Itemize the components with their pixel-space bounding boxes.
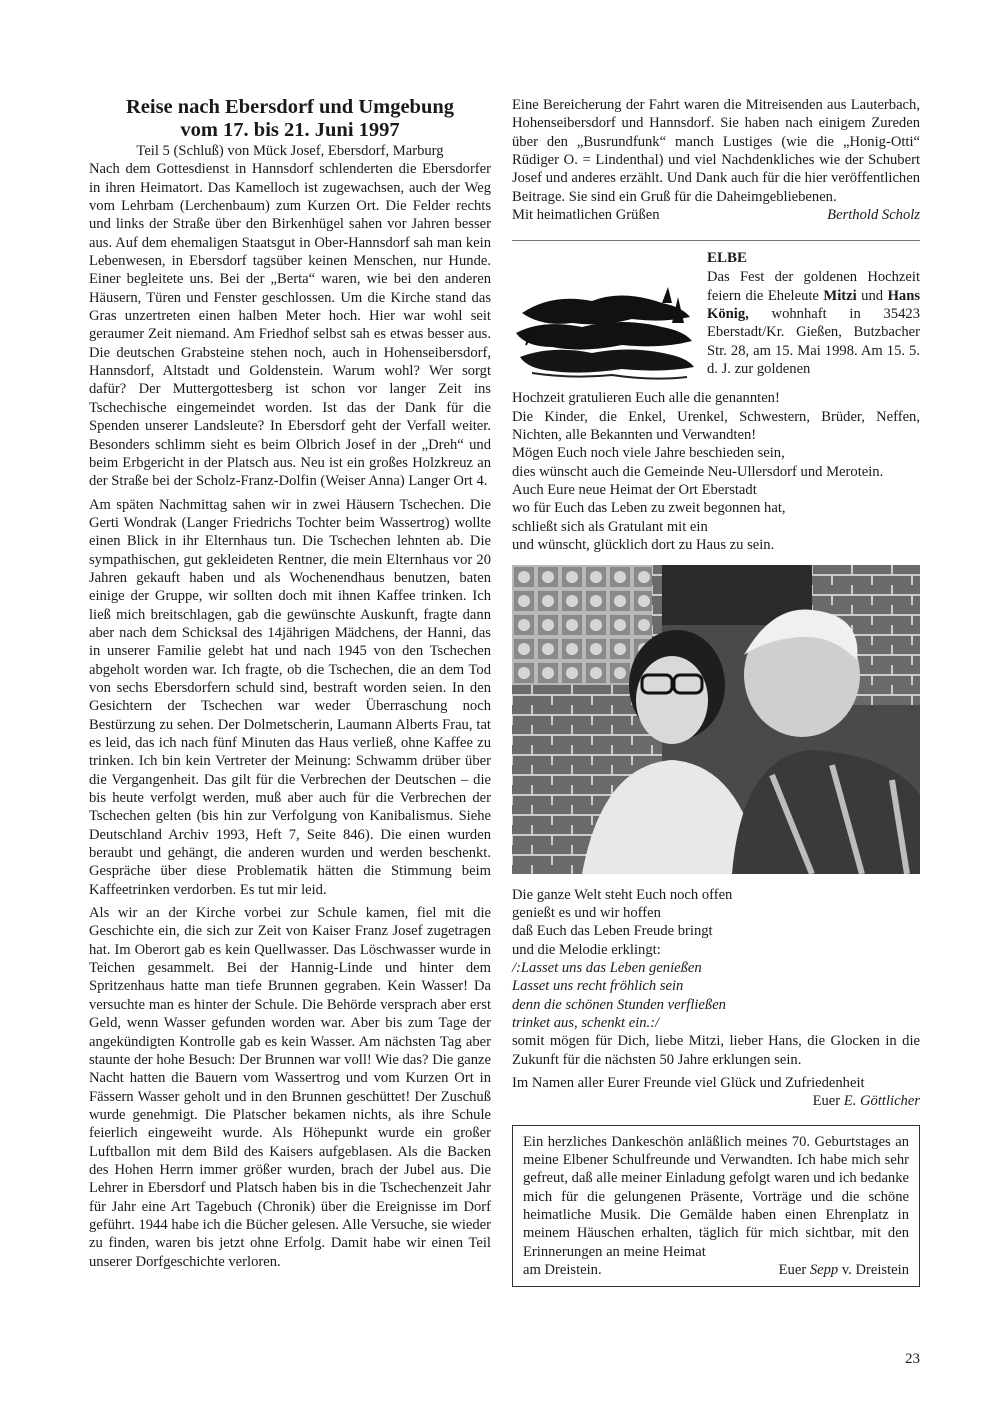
elbe-line: Auch Eure neue Heimat der Ort Eberstadt xyxy=(512,482,757,499)
elbe-line: Die Kinder, die Enkel, Urenkel, Schwestern, Brüder, Neffen, Nichten, alle Bekannten und Verwandten! xyxy=(512,408,920,444)
poem-line: und die Melodie erklingt: xyxy=(512,941,661,958)
thank-you-signature-line xyxy=(523,1261,909,1279)
elbe-signature xyxy=(512,1092,920,1110)
article-subtitle: Teil 5 (Schluß) von Mück Josef, Ebersdorf, Marburg xyxy=(136,143,444,159)
thank-you-box xyxy=(512,1125,920,1288)
couple-photo-illustration xyxy=(512,565,920,874)
poem-italic-line: /:Lasset uns das Leben genießen xyxy=(512,959,702,976)
landscape-drawing xyxy=(512,283,697,383)
bereicherung-closing: Mit heimatlichen Grüßen xyxy=(512,207,660,224)
elbe-name-hans: Hans König, xyxy=(707,287,921,323)
article-paragraph: Am späten Nachmittag sahen wir in zwei Häusern Tschechen. Die Gerti Wondrak (Langer Friedrichs Tochter beim Wassertrog) wollte einen Blick in ihr Elternhaus tun. Die Tschechen lehnten ab. Die sympathischen, gut gekleideten Rentner, die mein Elternhaus vor 20 Jahren gekauft haben und als Wochenendhaus benutzen, baten einige der Gruppe, wir sollten doch mit ihnen Kaffee trinken. Ich ließ mich breitschlagen, gab die gewünschte Auskunft, fragte dann aber nach dem Schicksal des 14jährigen Mädchens, der Hanni, das in unserer Familie gelebt hat und nach 1945 von den Tschechen abgeholt worden war. Ich fragte, ob die Tschechen, die an dem Tod von sechs Ebersdorfern schuld sind, bestraft worden seien. In den Gesichtern der Tschechen war weder Überraschung noch Bestürzung zu sehen. Der Dolmetscherin, Laumann Alberts Frau, tat es leid, das ich nach fünf Minuten das Haus verließ, ohne Kaffee zu trinken. Ich bin kein Vertreter der Meinung: Schwamm drüber über die Vergangenheit. Das gilt für die Verbrechen der Deutschen – die bis heute verfolgt werden, muß aber auch für die Verbrechen der Tschechen gelten (bis hin zur Verfolgung von Kanibalismus. Siehe Deutschland Archiv 1993, Heft 7, Seite 846). Die einen wurden beraubt und gehängt, die anderen wurden und werden beschenkt. Gespräche über diese Problematik hätten die Stimmung beim Kaffeetrinken verdorben. Es tut mir leid. xyxy=(89,496,491,898)
bereicherung-signature-line xyxy=(512,206,920,224)
elbe-heading: ELBE xyxy=(707,250,748,267)
elbe-line: wo für Euch das Leben zu zweit begonnen hat, xyxy=(512,500,786,517)
article-paragraph: Als wir an der Kirche vorbei zur Schule kamen, fiel mit die Geschichte ein, die sich zur Zeit von Kaiser Franz Josef zugetragen hat. Im Oberort gab es kein Quellwasser. Das Löschwasser wurde in Teichen gesammelt. Bei der Hannig-Linde und hinter dem Spritzenhaus hatte man tiefe Brunnen gegraben. Kein Wasser! Da versuchte man es hinter der Schule. Die Behörde versprach aber erst Geld, wenn Wasser gefunden worden war. Aber bis zum Tage der angekündigten Kontrolle gab es kein Wasser. Am nächsten Tag aber staunte der hohe Besuch: Der Brunnen war voll! Wie das? Die ganze Nacht hatten die Bauern vom Wassertrog und vom Kurzen Ort in Fässern Wasser geholt und in den Brunnen geschüttet! Der Zuschuß wurde genehmigt. Die Platscher bekamen nichts, als ihre Schule feierlich eingeweiht wurde. Als Höhepunkt wurde ein großer Luftballon mit dem Bild des Kaisers aufgeblasen. Als die Backen des Hohen Herrn immer größer wurden, brach der Jubel aus. Die Lehrer in Ebersdorf und Platsch haben bis in die Tschechenzeit Jahr für Jahr eine Art Tagebuch (Chronik) über die Ereignisse im Dorf geführt. 1944 habe ich die Bücher gelesen. Alle Versuche, sie wieder zu finden, waren bis jetzt ohne Erfolg. Damit habe wir einen Teil unserer Dorfgeschichte verloren. xyxy=(89,905,491,1270)
couple-photo xyxy=(512,565,920,874)
thank-you-signature-suffix: v. Dreistein xyxy=(838,1262,909,1279)
bereicherung-text: Eine Bereicherung der Fahrt waren die Mitreisenden aus Lauterbach, Hohenseibersdorf und Hannsdorf. Sie haben nach einigem Zureden über den „Busrundfunk“ manch Lustiges (wie die „Honig-Otti“ Rüdiger O. = Lindenthal) und viel Nachdenkliches wie der Schubert Josef und anderes erzählt. Und Dank auch für die hier veröffentlichen Beitrage. Sie sind ein Gruß für die Daheimgebliebenen. xyxy=(512,97,920,205)
thank-you-signature xyxy=(779,1261,909,1279)
elbe-signature-prefix: Euer xyxy=(812,1093,844,1110)
elbe-name-mitzi: Mitzi xyxy=(823,287,857,304)
elbe-after-poem: somit mögen für Dich, liebe Mitzi, lieber Hans, die Glocken in die Zukunft für die nächsten 50 Jahre erklungen sein. xyxy=(512,1033,920,1068)
article-title-line1: Reise nach Ebersdorf und Umgebung xyxy=(125,96,455,118)
elbe-line: Hochzeit gratulieren Euch alle die genannten! xyxy=(512,390,780,407)
elbe-intro xyxy=(707,268,920,378)
thank-you-signature-prefix: Euer xyxy=(778,1262,810,1279)
elbe-greeting-lines xyxy=(512,389,920,554)
poem-line: daß Euch das Leben Freude bringt xyxy=(512,923,713,940)
thank-you-text: Ein herzliches Dankeschön anläßlich meines 70. Geburtstages an meine Elbener Schulfreunde und Verwandten. Ich habe mich sehr gefreut, daß alle meiner Einladung gefolgt waren und ich bedanke mich für die gelungenen Präsente, Vorträge und die schöne heimatliche Musik. Die Gemälde haben einen Ehrenplatz in meinem Häuschen erhalten, täglich für mich sichtbar, mit den Erinnerungen an meine Heimat xyxy=(523,1133,909,1260)
page-number: 23 xyxy=(905,1351,920,1367)
poem-italic-line: denn die schönen Stunden verfließen xyxy=(512,996,726,1013)
thank-you-signature-name: Sepp xyxy=(809,1262,839,1279)
article-column xyxy=(89,96,491,1271)
elbe-line: und wünscht, glücklich dort zu Haus zu sein. xyxy=(512,537,775,554)
article-paragraph: Nach dem Gottesdienst in Hannsdorf schlenderten die Ebersdorfer in ihren Heimatort. Das Kamelloch ist zugewachsen, auch der Weg vom Lehrbam (Lerchenbaum) zum Kurzen Ort. Die Felder rechts und links der Straße über den Birkenhügel sahen vor Jahren besser aus. Auf dem ehemaligen Staatsgut in Ober-Hannsdorf sah man kein Lebenwesen, in Ebersdorf tagsüber keinen Menschen, nur Hunde. Einer begleitete uns. Bei der „Berta“ waren, wie bei den anderen Häusern, Türen und Fenster geschlossen. Um die Kirche stand das Gras unzertreten einen halben Meter hoch. Hier war wohl seit geraumer Zeit niemand. Am Friedhof selbst sah es etwas besser aus. Die deutschen Grabsteine stehen noch, auch in Hohenseibersdorf, Hannsdorf, Altstadt und Goldenstein. Warum wohl? Wer sorgt dafür? Der Muttergottesberg ist schon vor langer Zeit ins Tschechische eingemeindet worden. Ist das der Dank für die Spenden unserer Landsleute? In Ebersdorf geht der Verfall weiter. Besonders schlimm sieht es beim Olbrich Josef in der „Dreh“ und beim Erbgericht in der Platsch aus. Neu ist ein großes Holzkreuz an der Straße bei der Scholz-Franz-Dolfin (Weiser Anna) Langer Ort 4. xyxy=(89,161,491,490)
elbe-line: dies wünscht auch die Gemeinde Neu-Ullersdorf und Merotein. xyxy=(512,463,884,480)
poem-italic-line: Lasset uns recht fröhlich sein xyxy=(512,978,684,995)
elbe-intro-part: und xyxy=(856,287,888,304)
elbe-signature-name: E. Göttlicher xyxy=(843,1093,920,1110)
poem-line: Die ganze Welt steht Euch noch offen xyxy=(512,886,733,903)
section-divider xyxy=(512,240,920,241)
elbe-header-block xyxy=(512,249,920,389)
poem-italic-line: trinket aus, schenkt ein.:/ xyxy=(512,1014,660,1031)
poem-line: genießt es und wir hoffen xyxy=(512,904,661,921)
elbe-names-line: Im Namen aller Eurer Freunde viel Glück und Zufriedenheit xyxy=(512,1074,865,1091)
article-title-line2: vom 17. bis 21. Juni 1997 xyxy=(180,119,400,141)
right-column xyxy=(512,96,920,1287)
thank-you-last-line: am Dreistein. xyxy=(523,1262,602,1279)
bereicherung-signature: Berthold Scholz xyxy=(827,207,920,224)
elbe-line: Mögen Euch noch viele Jahre beschieden sein, xyxy=(512,445,785,462)
elbe-line: schließt sich als Gratulant mit ein xyxy=(512,518,708,535)
elbe-intro-part: Das Fest der goldenen Hochzeit feiern die Eheleute xyxy=(707,269,920,304)
elbe-poem xyxy=(512,886,920,1033)
elbe-intro-part: wohnhaft in 35423 Eberstadt/Kr. Gießen, Butzbacher Str. 28, am 15. Mai 1998. Am 15. 5. d. J. zur goldenen xyxy=(707,306,920,378)
